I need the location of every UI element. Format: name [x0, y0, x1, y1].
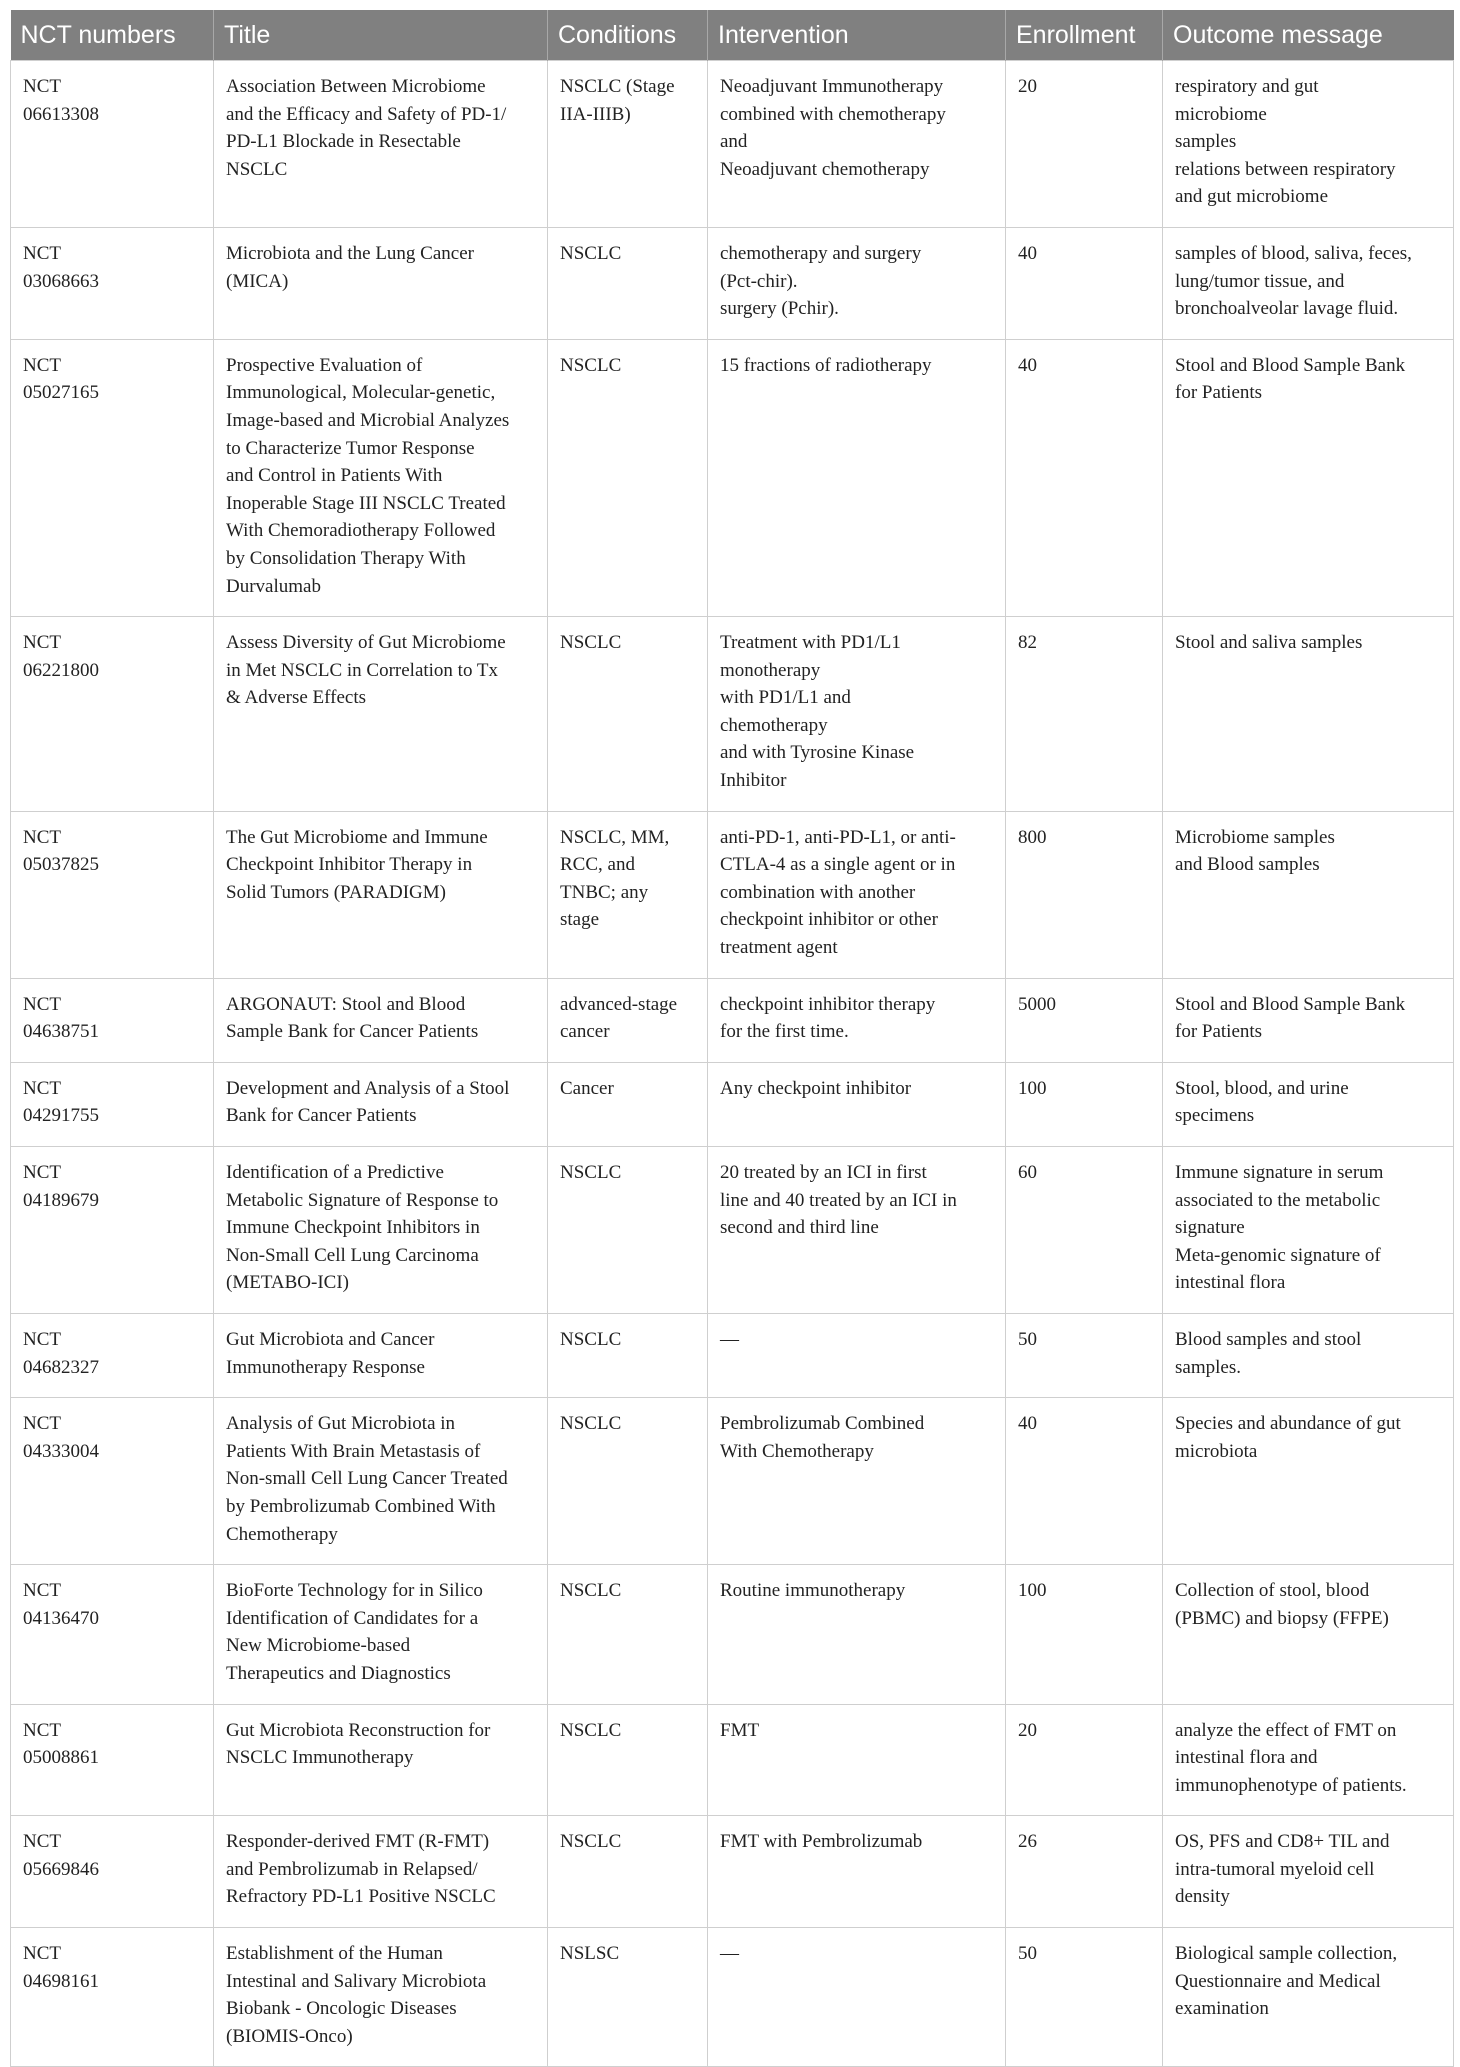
header-row: [11, 10, 1454, 61]
cell-enrollment: 20: [1006, 1704, 1163, 1816]
cell-enrollment: 40: [1006, 227, 1163, 339]
cell-conditions: NSCLC: [548, 1147, 708, 1314]
cell-conditions: NSCLC: [548, 1816, 708, 1928]
cell-enrollment: 20: [1006, 61, 1163, 228]
table-row: [11, 227, 1454, 339]
cell-outcome-message: Blood samples and stool samples.: [1163, 1313, 1454, 1397]
cell-outcome-message: Stool and Blood Sample Bank for Patients: [1163, 978, 1454, 1062]
cell-intervention: —: [708, 1313, 1006, 1397]
table-row: [11, 1398, 1454, 1565]
cell-nct-number: NCT 05669846: [11, 1816, 214, 1928]
cell-nct-number: NCT 05008861: [11, 1704, 214, 1816]
cell-enrollment: 82: [1006, 617, 1163, 812]
cell-conditions: NSCLC: [548, 1313, 708, 1397]
cell-enrollment: 26: [1006, 1816, 1163, 1928]
cell-nct-number: NCT 03068663: [11, 227, 214, 339]
cell-nct-number: NCT 05027165: [11, 339, 214, 616]
cell-title: Assess Diversity of Gut Microbiome in Met NSCLC in Correlation to Tx & Adverse Effects: [214, 617, 548, 812]
cell-nct-number: NCT 04291755: [11, 1062, 214, 1146]
cell-conditions: NSLSC: [548, 1928, 708, 2067]
cell-outcome-message: Stool, blood, and urine specimens: [1163, 1062, 1454, 1146]
cell-outcome-message: Microbiome samples and Blood samples: [1163, 811, 1454, 978]
cell-conditions: advanced-stage cancer: [548, 978, 708, 1062]
cell-intervention: FMT with Pembrolizumab: [708, 1816, 1006, 1928]
cell-nct-number: NCT 06613308: [11, 61, 214, 228]
cell-outcome-message: analyze the effect of FMT on intestinal flora and immunophenotype of patients.: [1163, 1704, 1454, 1816]
cell-enrollment: 5000: [1006, 978, 1163, 1062]
cell-outcome-message: Immune signature in serum associated to the metabolic signature Meta-genomic signature of intestinal flora: [1163, 1147, 1454, 1314]
cell-conditions: NSCLC: [548, 339, 708, 616]
column-header-nct-number: NCT numbers: [11, 10, 214, 61]
cell-nct-number: NCT 04189679: [11, 1147, 214, 1314]
cell-enrollment: 100: [1006, 1565, 1163, 1704]
cell-title: ARGONAUT: Stool and Blood Sample Bank for Cancer Patients: [214, 978, 548, 1062]
cell-nct-number: NCT 04333004: [11, 1398, 214, 1565]
cell-title: Development and Analysis of a Stool Bank for Cancer Patients: [214, 1062, 548, 1146]
table-row: [11, 1565, 1454, 1704]
cell-enrollment: 800: [1006, 811, 1163, 978]
cell-title: Identification of a Predictive Metabolic Signature of Response to Immune Checkpoint Inhibitors in Non-Small Cell Lung Carcinoma (METABO-ICI): [214, 1147, 548, 1314]
table-row: [11, 1313, 1454, 1397]
cell-nct-number: NCT 04638751: [11, 978, 214, 1062]
column-header-intervention: Intervention: [708, 10, 1006, 61]
cell-nct-number: NCT 04682327: [11, 1313, 214, 1397]
cell-conditions: NSCLC: [548, 1565, 708, 1704]
column-header-outcome-message: Outcome message: [1163, 10, 1454, 61]
cell-title: Microbiota and the Lung Cancer (MICA): [214, 227, 548, 339]
table-row: [11, 617, 1454, 812]
cell-intervention: —: [708, 1928, 1006, 2067]
column-header-enrollment: Enrollment: [1006, 10, 1163, 61]
cell-title: BioForte Technology for in Silico Identification of Candidates for a New Microbiome-based Therapeutics and Diagnostics: [214, 1565, 548, 1704]
cell-enrollment: 50: [1006, 1928, 1163, 2067]
cell-conditions: NSCLC: [548, 617, 708, 812]
clinical-trials-table: [10, 10, 1454, 2067]
cell-intervention: checkpoint inhibitor therapy for the first time.: [708, 978, 1006, 1062]
cell-nct-number: NCT 05037825: [11, 811, 214, 978]
cell-outcome-message: Stool and Blood Sample Bank for Patients: [1163, 339, 1454, 616]
table-row: [11, 1816, 1454, 1928]
cell-conditions: NSCLC, MM, RCC, and TNBC; any stage: [548, 811, 708, 978]
cell-intervention: Any checkpoint inhibitor: [708, 1062, 1006, 1146]
cell-outcome-message: Species and abundance of gut microbiota: [1163, 1398, 1454, 1565]
cell-outcome-message: Biological sample collection, Questionnaire and Medical examination: [1163, 1928, 1454, 2067]
cell-enrollment: 40: [1006, 339, 1163, 616]
cell-intervention: 20 treated by an ICI in first line and 40 treated by an ICI in second and third line: [708, 1147, 1006, 1314]
cell-conditions: NSCLC (Stage IIA-IIIB): [548, 61, 708, 228]
table-row: [11, 1062, 1454, 1146]
cell-nct-number: NCT 04698161: [11, 1928, 214, 2067]
cell-title: Gut Microbiota and Cancer Immunotherapy Response: [214, 1313, 548, 1397]
table-row: [11, 1147, 1454, 1314]
cell-title: Association Between Microbiome and the Efficacy and Safety of PD-1/ PD-L1 Blockade in Resectable NSCLC: [214, 61, 548, 228]
cell-nct-number: NCT 04136470: [11, 1565, 214, 1704]
cell-title: Prospective Evaluation of Immunological, Molecular-genetic, Image-based and Microbial Analyzes to Characterize Tumor Response and Control in Patients With Inoperable Stage III NSCLC Treated With Chemoradiotherapy Followed by Consolidation Therapy With Durvalumab: [214, 339, 548, 616]
cell-intervention: Routine immunotherapy: [708, 1565, 1006, 1704]
table-row: [11, 1704, 1454, 1816]
cell-outcome-message: Stool and saliva samples: [1163, 617, 1454, 812]
cell-conditions: NSCLC: [548, 1398, 708, 1565]
cell-intervention: chemotherapy and surgery (Pct-chir). surgery (Pchir).: [708, 227, 1006, 339]
cell-intervention: Treatment with PD1/L1 monotherapy with PD1/L1 and chemotherapy and with Tyrosine Kinase Inhibitor: [708, 617, 1006, 812]
cell-outcome-message: Collection of stool, blood (PBMC) and biopsy (FFPE): [1163, 1565, 1454, 1704]
cell-title: Analysis of Gut Microbiota in Patients With Brain Metastasis of Non-small Cell Lung Cancer Treated by Pembrolizumab Combined With Chemotherapy: [214, 1398, 548, 1565]
cell-outcome-message: OS, PFS and CD8+ TIL and intra-tumoral myeloid cell density: [1163, 1816, 1454, 1928]
cell-enrollment: 100: [1006, 1062, 1163, 1146]
cell-enrollment: 50: [1006, 1313, 1163, 1397]
cell-title: The Gut Microbiome and Immune Checkpoint Inhibitor Therapy in Solid Tumors (PARADIGM): [214, 811, 548, 978]
cell-nct-number: NCT 06221800: [11, 617, 214, 812]
cell-title: Responder-derived FMT (R-FMT) and Pembrolizumab in Relapsed/ Refractory PD-L1 Positive NSCLC: [214, 1816, 548, 1928]
cell-intervention: Pembrolizumab Combined With Chemotherapy: [708, 1398, 1006, 1565]
cell-intervention: FMT: [708, 1704, 1006, 1816]
cell-conditions: NSCLC: [548, 227, 708, 339]
cell-outcome-message: samples of blood, saliva, feces, lung/tumor tissue, and bronchoalveolar lavage fluid.: [1163, 227, 1454, 339]
cell-enrollment: 40: [1006, 1398, 1163, 1565]
cell-title: Establishment of the Human Intestinal and Salivary Microbiota Biobank - Oncologic Diseases (BIOMIS-Onco): [214, 1928, 548, 2067]
column-header-title: Title: [214, 10, 548, 61]
cell-conditions: Cancer: [548, 1062, 708, 1146]
table-row: [11, 339, 1454, 616]
table-row: [11, 61, 1454, 228]
table-row: [11, 978, 1454, 1062]
cell-title: Gut Microbiota Reconstruction for NSCLC Immunotherapy: [214, 1704, 548, 1816]
cell-intervention: anti-PD-1, anti-PD-L1, or anti- CTLA-4 as a single agent or in combination with another checkpoint inhibitor or other treatment agent: [708, 811, 1006, 978]
cell-enrollment: 60: [1006, 1147, 1163, 1314]
column-header-conditions: Conditions: [548, 10, 708, 61]
cell-intervention: Neoadjuvant Immunotherapy combined with chemotherapy and Neoadjuvant chemotherapy: [708, 61, 1006, 228]
table-row: [11, 1928, 1454, 2067]
cell-outcome-message: respiratory and gut microbiome samples relations between respiratory and gut microbiome: [1163, 61, 1454, 228]
table-row: [11, 811, 1454, 978]
cell-intervention: 15 fractions of radiotherapy: [708, 339, 1006, 616]
cell-conditions: NSCLC: [548, 1704, 708, 1816]
